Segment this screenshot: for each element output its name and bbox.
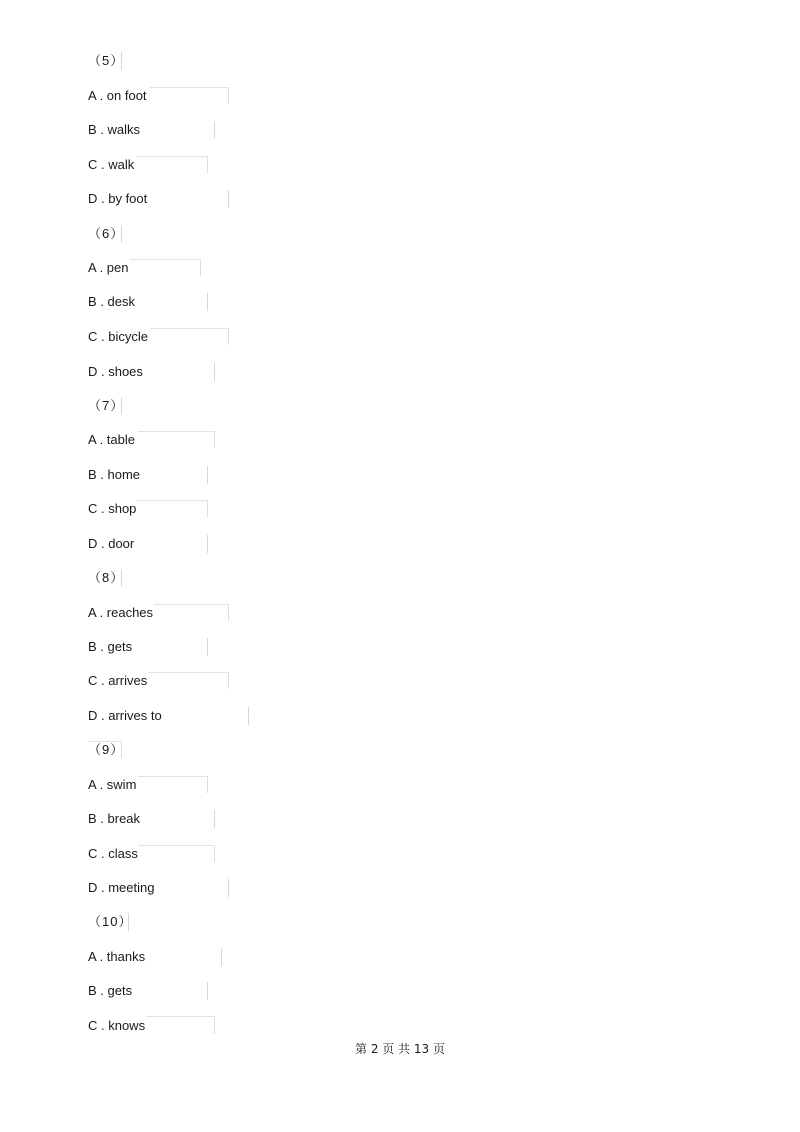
text-box-outline — [162, 707, 249, 725]
option-b: B . gets — [88, 639, 133, 654]
text-box-outline — [136, 293, 208, 311]
option-c: C . bicycle — [88, 329, 148, 344]
option-a: A . thanks — [88, 949, 146, 964]
text-box-outline — [144, 363, 215, 381]
text-box-outline — [150, 328, 229, 345]
option-c: C . walk — [88, 157, 135, 172]
option-a: A . pen — [88, 260, 129, 275]
option-d: D . arrives to — [88, 708, 162, 723]
text-box-outline — [140, 121, 215, 139]
option-b: B . walks — [88, 122, 141, 137]
question-number: （10） — [88, 914, 133, 929]
text-box-outline — [148, 190, 229, 208]
text-box-outline — [130, 259, 201, 276]
question-number: （5） — [88, 53, 125, 68]
option-a: A . swim — [88, 777, 137, 792]
option-d: D . door — [88, 536, 135, 551]
option-c: C . knows — [88, 1018, 146, 1033]
page-footer: 第 2 页 共 13 页 — [355, 1042, 445, 1056]
option-d: D . by foot — [88, 191, 148, 206]
option-d: D . shoes — [88, 364, 143, 379]
option-a: A . reaches — [88, 605, 154, 620]
text-box-outline — [134, 982, 208, 1000]
text-box-outline — [146, 1016, 215, 1034]
text-box-outline — [138, 845, 215, 862]
text-box-outline — [154, 604, 229, 621]
question-number: （7） — [88, 398, 125, 413]
text-box-outline — [136, 500, 208, 517]
text-box-outline — [140, 810, 215, 828]
text-box-outline — [148, 672, 229, 689]
option-c: C . shop — [88, 501, 137, 516]
question-number: （9） — [88, 742, 125, 757]
option-b: B . desk — [88, 294, 135, 309]
option-a: A . on foot — [88, 88, 147, 103]
option-a: A . table — [88, 432, 135, 447]
text-box-outline — [154, 879, 229, 897]
text-box-outline — [150, 87, 229, 104]
option-d: D . meeting — [88, 880, 155, 895]
option-b: B . gets — [88, 983, 133, 998]
text-box-outline — [134, 638, 208, 656]
option-c: C . class — [88, 846, 138, 861]
text-box-outline — [138, 776, 208, 793]
question-number: （8） — [88, 570, 125, 585]
option-b: B . home — [88, 467, 141, 482]
text-box-outline — [140, 466, 208, 484]
option-c: C . arrives — [88, 673, 148, 688]
text-box-outline — [146, 948, 222, 966]
text-box-outline — [136, 535, 208, 553]
text-box-outline — [136, 156, 208, 173]
option-b: B . break — [88, 811, 141, 826]
text-box-outline — [138, 431, 215, 448]
question-number: （6） — [88, 226, 125, 241]
